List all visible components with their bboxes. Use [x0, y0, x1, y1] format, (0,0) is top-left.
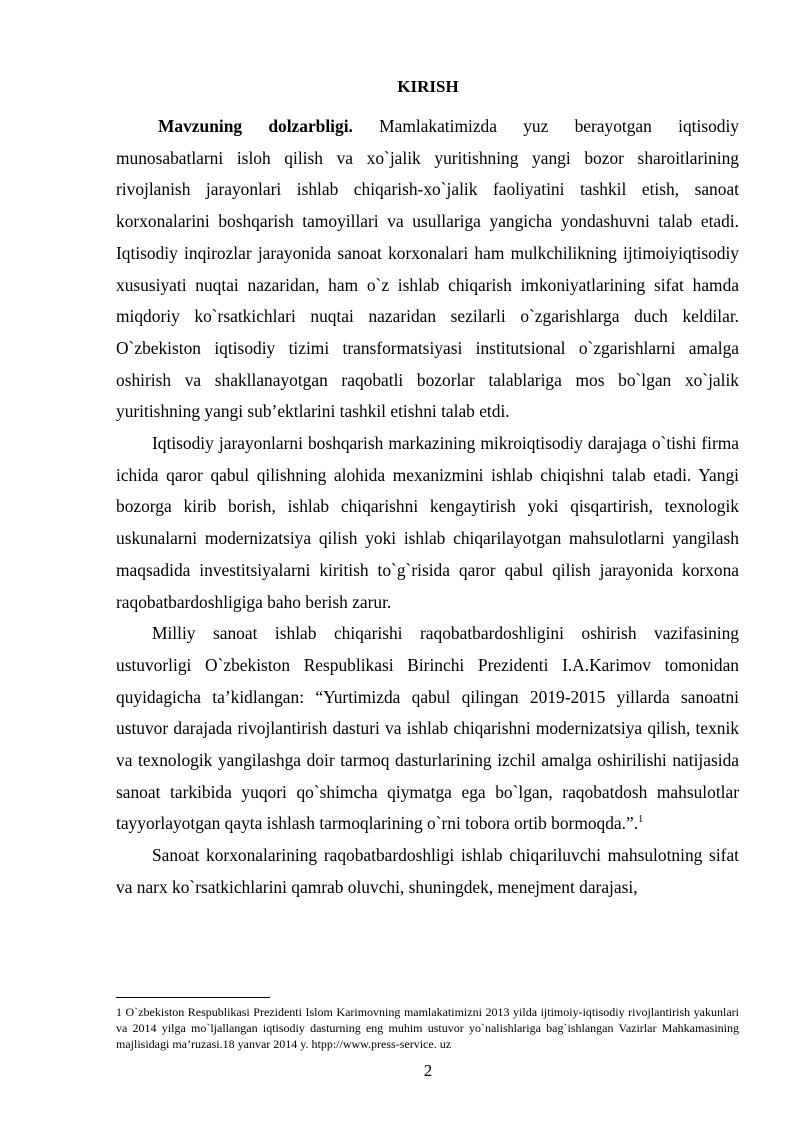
section-heading: KIRISH — [397, 77, 459, 96]
paragraph-3 — [116, 618, 739, 840]
paragraph-lead: Mavzuning dolzarbligi. — [158, 116, 353, 136]
paragraph-2: Iqtisodiy jarayonlarni boshqarish markazining mikroiqtisodiy darajaga o`tishi firma ichida qaror qabul qilishning alohida mexanizmini ishlab chiqishni talab etadi. Yangi bozorga kirib borish, ishlab chiqarishni kengaytirish yoki qisqartirish, texnologik uskunalarni modernizatsiya qilish yoki ishlab chiqarilayotgan mahsulotlarni yangilash maqsadida investitsiyalarni kiritish to`g`risida qaror qabul qilish jarayonida korxona raqobatbardoshligiga baho berish zarur. — [116, 433, 739, 612]
paragraph-4: Sanoat korxonalarining raqobatbardoshligi ishlab chiqariluvchi mahsulotning sifat va narx ko`rsatkichlarini qamrab oluvchi, shuningdek, menejment darajasi, — [116, 845, 739, 897]
footnote — [116, 1004, 739, 1052]
footnote-reference: 1 — [638, 814, 644, 826]
footnote-text: 1 O`zbekiston Respublikasi Prezidenti Islom Karimovning mamlakatimizni 2013 yilda ijtimoiy-iqtisodiy rivojlantirish yakunlari va 2014 yilga mo`ljallangan iqtisodiy dasturning eng muhim ustuvor yo`nalishlariga bag`ishlangan Vazirlar Mahkamasining majlisidagi ma’ruzasi.18 yanvar 2014 y. htpp://www.press-service. uz — [116, 1005, 739, 1051]
paragraph-1 — [116, 111, 739, 428]
body-text — [116, 111, 739, 904]
paragraph-3-text: Milliy sanoat ishlab chiqarishi raqobatbardoshligini oshirish vazifasining ustuvorligi O`zbekiston Respublikasi Birinchi Prezidenti I.A.Karimov tomonidan quyidagicha ta’kidlangan: “Yurtimizda qabul qilingan 2019-2015 yillarda sanoatni ustuvor darajada rivojlantirish dasturi va ishlab chiqarishni modernizatsiya qilish, texnik va texnologik yangilashga doir tarmoq dasturlarining izchil amalga oshirilishi natijasida sanoat tarkibida yuqori qo`shimcha qiymatga ega bo`lgan, raqobatdosh mahsulotlar tayyorlayotgan qayta ishlash tarmoqlarining o`rni tobora ortib bormoqda.”. — [116, 623, 739, 834]
footnote-separator — [116, 997, 270, 998]
page-number: 2 — [423, 1061, 433, 1080]
paragraph-1-text: Mamlakatimizda yuz berayotgan iqtisodiy munosabatlarni isloh qilish va xo`jalik yuritishning yangi bozor sharoitlarining rivojlanish jarayonlari ishlab chiqarish-xo`jalik faoliyatini tashkil etish, sanoat korxonalarini boshqarish tamoyillari va usullariga yangicha yondashuvni talab etadi. Iqtisodiy inqirozlar jarayonida sanoat korxonalari ham mulkchilikning ijtimoiyiqtisodiy xususiyati nuqtai nazaridan, ham o`z ishlab chiqarish imkoniyatlarining sifat hamda miqdoriy ko`rsatkichlari nuqtai nazaridan sezilarli o`zgarishlarga duch keldilar. O`zbekiston iqtisodiy tizimi transformatsiyasi institutsional o`zgarishlarni amalga oshirish va shakllanayotgan raqobatli bozorlar talablariga mos bo`lgan xo`jalik yuritishning yangi sub’ektlarini tashkil etishni talab etdi. — [116, 116, 739, 422]
